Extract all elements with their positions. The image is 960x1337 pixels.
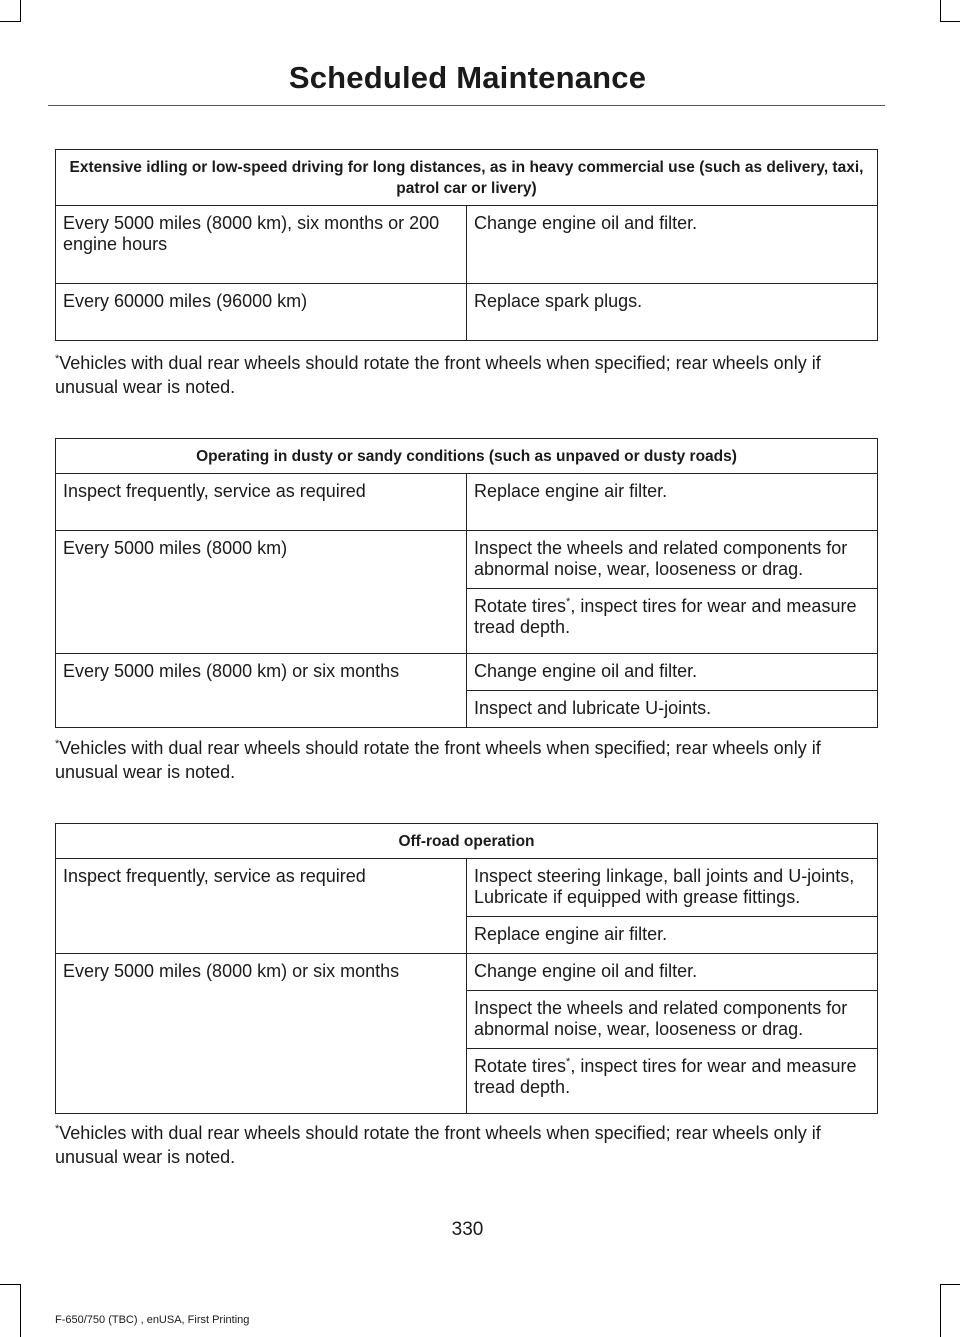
title-divider [48, 105, 885, 106]
crop-mark [0, 21, 21, 22]
action-cell: Inspect and lubricate U-joints. [467, 691, 878, 728]
footnote-marker: * [566, 1056, 571, 1068]
table-header: Operating in dusty or sandy conditions (such as unpaved or dusty roads) [56, 439, 878, 474]
crop-mark [940, 0, 941, 22]
action-cell: Inspect the wheels and related components for abnormal noise, wear, looseness or drag. [467, 531, 878, 589]
action-cell: Change engine oil and filter. [467, 954, 878, 991]
interval-cell: Every 5000 miles (8000 km) [56, 531, 467, 654]
footnote-marker: * [55, 353, 60, 365]
maintenance-table-dusty-conditions [55, 438, 878, 728]
action-cell: Change engine oil and filter. [467, 654, 878, 691]
footnote-marker: * [566, 596, 571, 608]
maintenance-table-off-road [55, 823, 878, 1114]
table-row [56, 859, 878, 917]
crop-mark [940, 21, 960, 22]
footnote-marker: * [55, 1123, 60, 1135]
action-cell: Change engine oil and filter. [467, 206, 878, 284]
crop-mark [940, 1284, 941, 1337]
footnote: *Vehicles with dual rear wheels should rotate the front wheels when specified; rear wheels only if unusual wear is noted. [55, 1123, 821, 1167]
interval-cell: Every 5000 miles (8000 km) or six months [56, 654, 467, 728]
table-row [56, 954, 878, 991]
footnote-marker: * [55, 738, 60, 750]
table-row [56, 284, 878, 341]
table-header: Off-road operation [56, 824, 878, 859]
page-title: Scheduled Maintenance [288, 60, 647, 95]
interval-cell: Every 5000 miles (8000 km) or six months [56, 954, 467, 1114]
interval-cell: Every 5000 miles (8000 km), six months or 200 engine hours [56, 206, 467, 284]
action-cell: Inspect steering linkage, ball joints and U-joints, Lubricate if equipped with grease fittings. [467, 859, 878, 917]
maintenance-table-heavy-use [55, 149, 878, 341]
table-row [56, 474, 878, 531]
interval-cell: Inspect frequently, service as required [56, 474, 467, 531]
crop-mark [940, 1284, 960, 1285]
table-header-row [56, 824, 878, 859]
crop-mark [20, 0, 21, 22]
footnote: *Vehicles with dual rear wheels should rotate the front wheels when specified; rear wheels only if unusual wear is noted. [55, 353, 821, 397]
table-row [56, 206, 878, 284]
action-cell: Replace spark plugs. [467, 284, 878, 341]
crop-mark [0, 1284, 21, 1285]
interval-cell: Every 60000 miles (96000 km) [56, 284, 467, 341]
interval-cell: Inspect frequently, service as required [56, 859, 467, 954]
table-header-row [56, 150, 878, 206]
action-cell: Replace engine air filter. [467, 474, 878, 531]
print-info: F-650/750 (TBC) , enUSA, First Printing [55, 1314, 250, 1326]
action-cell: Replace engine air filter. [467, 917, 878, 954]
table-row [56, 531, 878, 589]
page-number: 330 [451, 1219, 484, 1240]
crop-mark [20, 1284, 21, 1337]
action-cell: Rotate tires*, inspect tires for wear and measure tread depth. [467, 1049, 878, 1114]
action-cell: Rotate tires*, inspect tires for wear and measure tread depth. [467, 589, 878, 654]
footnote: *Vehicles with dual rear wheels should rotate the front wheels when specified; rear wheels only if unusual wear is noted. [55, 738, 821, 782]
table-header-row [56, 439, 878, 474]
table-header: Extensive idling or low-speed driving for long distances, as in heavy commercial use (such as delivery, taxi, patrol car or livery) [56, 150, 878, 206]
action-cell: Inspect the wheels and related components for abnormal noise, wear, looseness or drag. [467, 991, 878, 1049]
table-row [56, 654, 878, 691]
